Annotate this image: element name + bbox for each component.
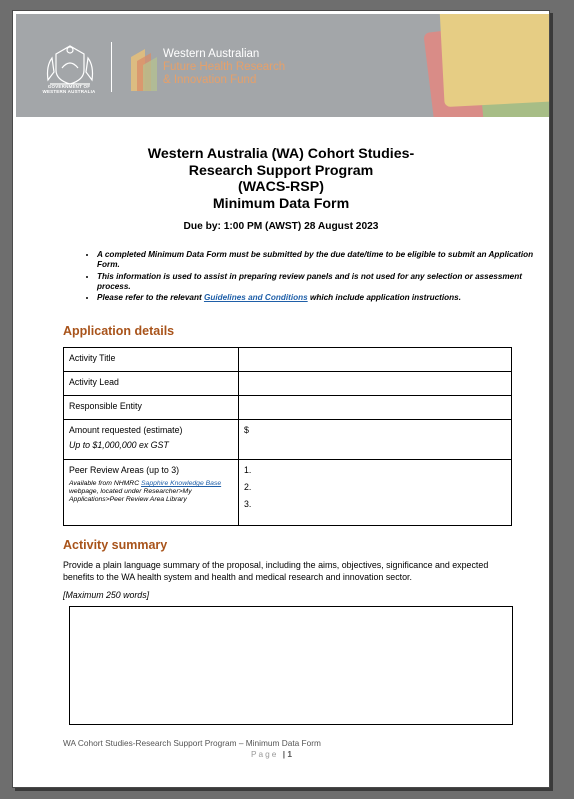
- activity-title-label: Activity Title: [64, 348, 239, 372]
- amount-requested-note: Up to $1,000,000 ex GST: [69, 440, 169, 450]
- page-label: Page: [251, 749, 279, 759]
- document-title: [13, 146, 549, 212]
- note-text: Please refer to the relevant: [97, 293, 204, 302]
- application-details-table: [63, 347, 512, 526]
- responsible-entity-field[interactable]: [239, 396, 512, 420]
- fund-name-line-2: Future Health Research: [163, 61, 286, 73]
- note-item: • A completed Minimum Data Form must be submitted by the due date/time to be eligible to submit an Application Form.: [97, 250, 537, 270]
- document-page: [12, 10, 550, 788]
- responsible-entity-label: Responsible Entity: [64, 396, 239, 420]
- activity-summary-field[interactable]: [69, 606, 513, 725]
- peer-review-number-2: 2.: [244, 482, 252, 492]
- table-row: [64, 420, 512, 460]
- amount-requested-cell: [64, 420, 239, 460]
- title-line-2: Research Support Program: [188, 162, 374, 179]
- activity-summary-heading: Activity summary: [63, 538, 168, 552]
- title-line-1: Western Australia (WA) Cohort Studies-: [147, 146, 415, 162]
- peer-note-text: Available from NHMRC: [69, 480, 142, 487]
- government-logo-text: [36, 84, 102, 94]
- table-row: [64, 460, 512, 526]
- peer-review-note: [69, 480, 233, 504]
- instruction-notes: [75, 250, 537, 305]
- fund-logo-mark: [123, 39, 163, 99]
- max-words-note: [Maximum 250 words]: [63, 590, 150, 600]
- table-row: [64, 372, 512, 396]
- sapphire-knowledge-base-link[interactable]: Sapphire Knowledge Base: [141, 480, 222, 487]
- decorative-yellow-panel: [439, 14, 550, 107]
- fund-name-line-1: Western Australian: [163, 48, 260, 60]
- peer-note-text: webpage, located under Researcher>My Applications>Peer Review Area Library: [69, 488, 192, 503]
- govt-line-2: WESTERN AUSTRALIA: [42, 89, 96, 94]
- table-row: [64, 396, 512, 420]
- peer-review-label: Peer Review Areas (up to 3): [69, 465, 180, 475]
- activity-lead-field[interactable]: [239, 372, 512, 396]
- fund-name-line-3: & Innovation Fund: [163, 74, 257, 86]
- page-footer: WA Cohort Studies-Research Support Program – Minimum Data Form: [63, 738, 321, 748]
- peer-review-cell: [64, 460, 239, 526]
- activity-title-field[interactable]: [239, 348, 512, 372]
- guidelines-link[interactable]: Guidelines and Conditions: [203, 293, 308, 302]
- dollar-sign: $: [244, 425, 249, 435]
- page-number-value: | 1: [282, 749, 292, 759]
- page-number: [251, 749, 292, 759]
- logo-divider: [111, 42, 112, 92]
- header-banner: [16, 14, 550, 117]
- table-row: [64, 348, 512, 372]
- peer-review-number-3: 3.: [244, 499, 252, 509]
- activity-summary-instructions: Provide a plain language summary of the proposal, including the aims, objectives, significance and expected benefits to the WA health system and health and medical research and innovation sector.: [63, 560, 489, 582]
- note-text: which include application instructions.: [307, 293, 461, 302]
- application-details-heading: Application details: [63, 324, 175, 338]
- amount-requested-field[interactable]: [239, 420, 512, 460]
- title-line-4: Minimum Data Form: [212, 195, 350, 212]
- peer-review-number-1: 1.: [244, 465, 252, 475]
- note-item: • This information is used to assist in preparing review panels and is not used for any selection or assessment process.: [97, 272, 537, 292]
- note-item: [97, 293, 537, 303]
- title-line-3: (WACS-RSP): [238, 179, 324, 195]
- activity-lead-label: Activity Lead: [64, 372, 239, 396]
- govt-line-1: GOVERNMENT OF: [47, 84, 91, 89]
- peer-review-field[interactable]: [239, 460, 512, 526]
- due-date: Due by: 1:00 PM (AWST) 28 August 2023: [183, 221, 379, 232]
- amount-requested-label: Amount requested (estimate): [69, 425, 183, 435]
